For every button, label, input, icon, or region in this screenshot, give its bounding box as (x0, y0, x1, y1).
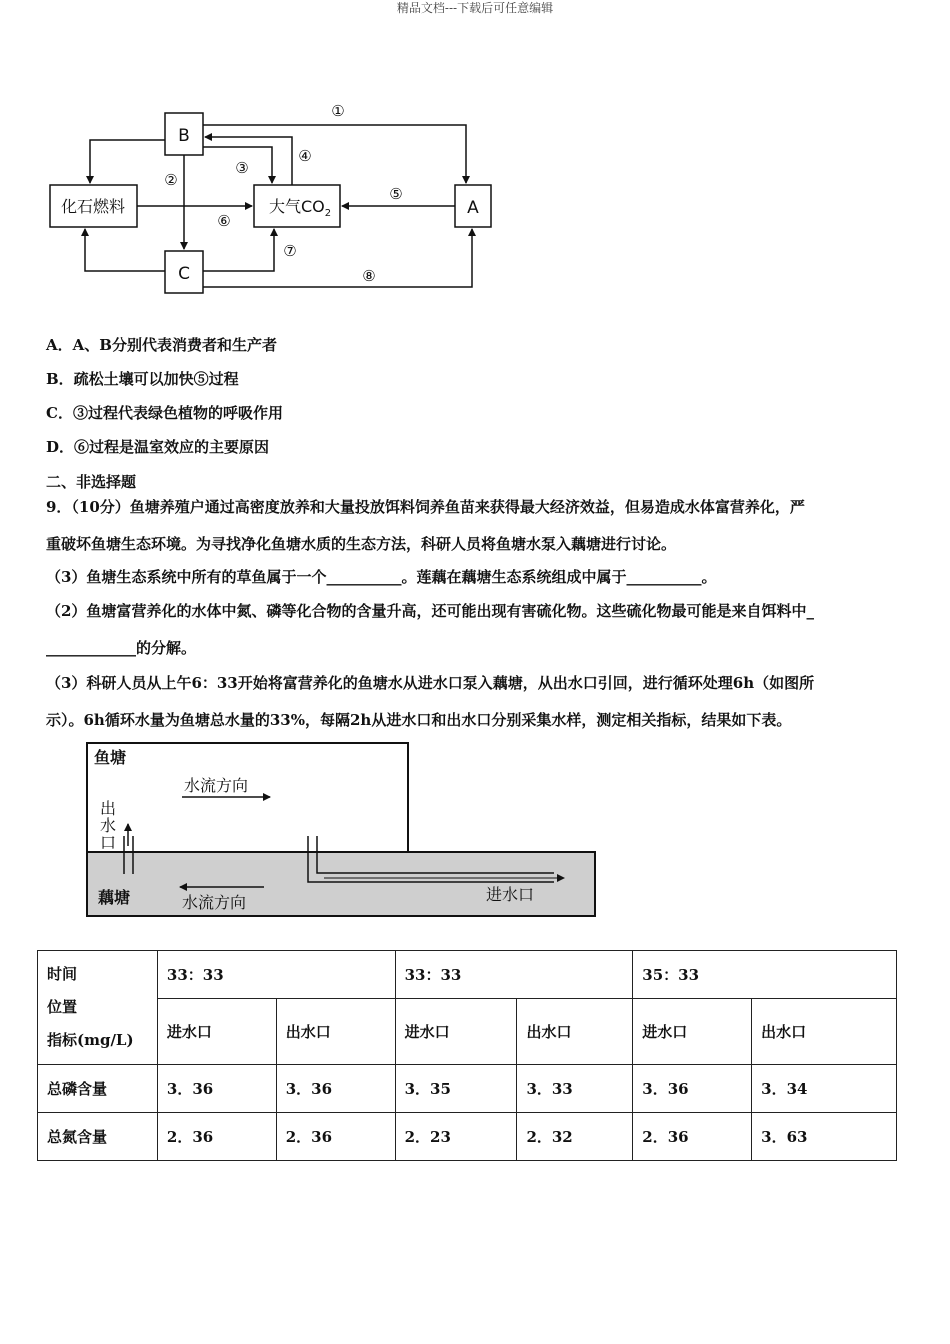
table-cell: 3．36 (276, 1065, 395, 1113)
arrow-b-fossil (90, 140, 165, 183)
label-2: ② (164, 171, 178, 189)
node-fossil-label: 化石燃料 (60, 197, 126, 216)
section-title: 二、非选择题 (46, 473, 137, 491)
option-d: D．⑥过程是温室效应的主要原因 (46, 438, 270, 456)
question-part-3-line-2: 示）。6h循环水量为鱼塘总水量的33%，每隔2h从进水口和出水口分别采集水样，测定相关指标，结果如下表。 (46, 711, 792, 729)
time-2: 33：33 (395, 951, 633, 999)
question-part-2-line-2: ____________的分解。 (46, 639, 197, 657)
time-3: 35：33 (633, 951, 897, 999)
label-7: ⑦ (283, 242, 297, 260)
outlet-label-2: 水 (100, 816, 117, 835)
outlet-label-1: 出 (100, 799, 117, 818)
label-5: ⑤ (389, 185, 403, 203)
question-intro-2: 重破坏鱼塘生态环境。为寻找净化鱼塘水质的生态方法，科研人员将鱼塘水泵入藕塘进行讨论。 (46, 535, 677, 553)
table-cell: 2．32 (517, 1113, 633, 1161)
pond-circulation-diagram (84, 740, 598, 920)
row-label-nitrogen: 总氮含量 (38, 1113, 158, 1161)
lotus-pond-label: 藕塘 (98, 888, 131, 907)
table-cell: 3．35 (395, 1065, 517, 1113)
page-header: 精品文档---下载后可任意编辑 (396, 1, 554, 15)
table-cell: 2．23 (395, 1113, 517, 1161)
node-a-label: A (467, 198, 479, 218)
position-2: 出水口 (276, 999, 395, 1065)
table-header-corner (38, 951, 158, 1065)
position-4: 出水口 (517, 999, 633, 1065)
table-row (38, 1065, 897, 1113)
water-quality-table (37, 950, 897, 1161)
label-3: ③ (235, 159, 249, 177)
flow-label-bottom: 水流方向 (182, 893, 247, 912)
flow-label-top: 水流方向 (184, 776, 249, 795)
question-intro-1: 9．（10分）鱼塘养殖户通过高密度放养和大量投放饵料饲养鱼苗来获得最大经济效益，但易造成水体富营养化，严 (46, 498, 805, 516)
option-b: B．疏松土壤可以加快⑤过程 (46, 370, 239, 388)
node-b-label: B (178, 126, 190, 146)
header-time: 时间 (47, 965, 78, 983)
label-4: ④ (298, 147, 312, 165)
question-part-1: （3）鱼塘生态系统中所有的草鱼属于一个__________。莲藕在藕塘生态系统组成中属于__________。 (46, 568, 717, 586)
node-c-label: C (178, 264, 190, 284)
position-3: 进水口 (395, 999, 517, 1065)
row-label-phosphorus: 总磷含量 (38, 1065, 158, 1113)
option-a: A．A、B分别代表消费者和生产者 (46, 336, 277, 354)
inlet-label: 进水口 (486, 885, 535, 904)
outlet-label-3: 口 (100, 833, 117, 852)
table-cell: 2．36 (276, 1113, 395, 1161)
table-cell: 3．36 (633, 1065, 752, 1113)
label-1: ① (331, 102, 345, 120)
table-cell: 3．36 (157, 1065, 276, 1113)
header-position: 位置 (47, 998, 78, 1016)
option-c: C．③过程代表绿色植物的呼吸作用 (46, 404, 283, 422)
fish-pond-label: 鱼塘 (94, 748, 127, 767)
label-6: ⑥ (217, 212, 231, 230)
arrow-7 (203, 229, 274, 271)
header-indicator: 指标(mg/L) (47, 1031, 134, 1049)
position-5: 进水口 (633, 999, 752, 1065)
node-co2-label: 大气$CO_2$ (269, 197, 332, 219)
table-cell: 2．36 (633, 1113, 752, 1161)
table-cell: 3．63 (752, 1113, 897, 1161)
table-cell: 3．34 (752, 1065, 897, 1113)
label-8: ⑧ (362, 267, 376, 285)
question-part-3-line-1: （3）科研人员从上午6：33开始将富营养化的鱼塘水从进水口泵入藕塘，从出水口引回，进行循环处理6h（如图所 (46, 674, 815, 692)
position-6: 出水口 (752, 999, 897, 1065)
arrow-c-fossil (85, 229, 165, 271)
arrow-8 (203, 229, 472, 287)
table-cell: 3．33 (517, 1065, 633, 1113)
lotus-pond-area (87, 852, 595, 916)
carbon-cycle-diagram (40, 95, 510, 305)
time-1: 33：33 (157, 951, 395, 999)
table-cell: 2．36 (157, 1113, 276, 1161)
table-row (38, 1113, 897, 1161)
position-1: 进水口 (157, 999, 276, 1065)
question-part-2-line-1: （2）鱼塘富营养化的水体中氮、磷等化合物的含量升高，还可能出现有害硫化物。这些硫化物最可能是来自饵料中_ (46, 602, 814, 620)
